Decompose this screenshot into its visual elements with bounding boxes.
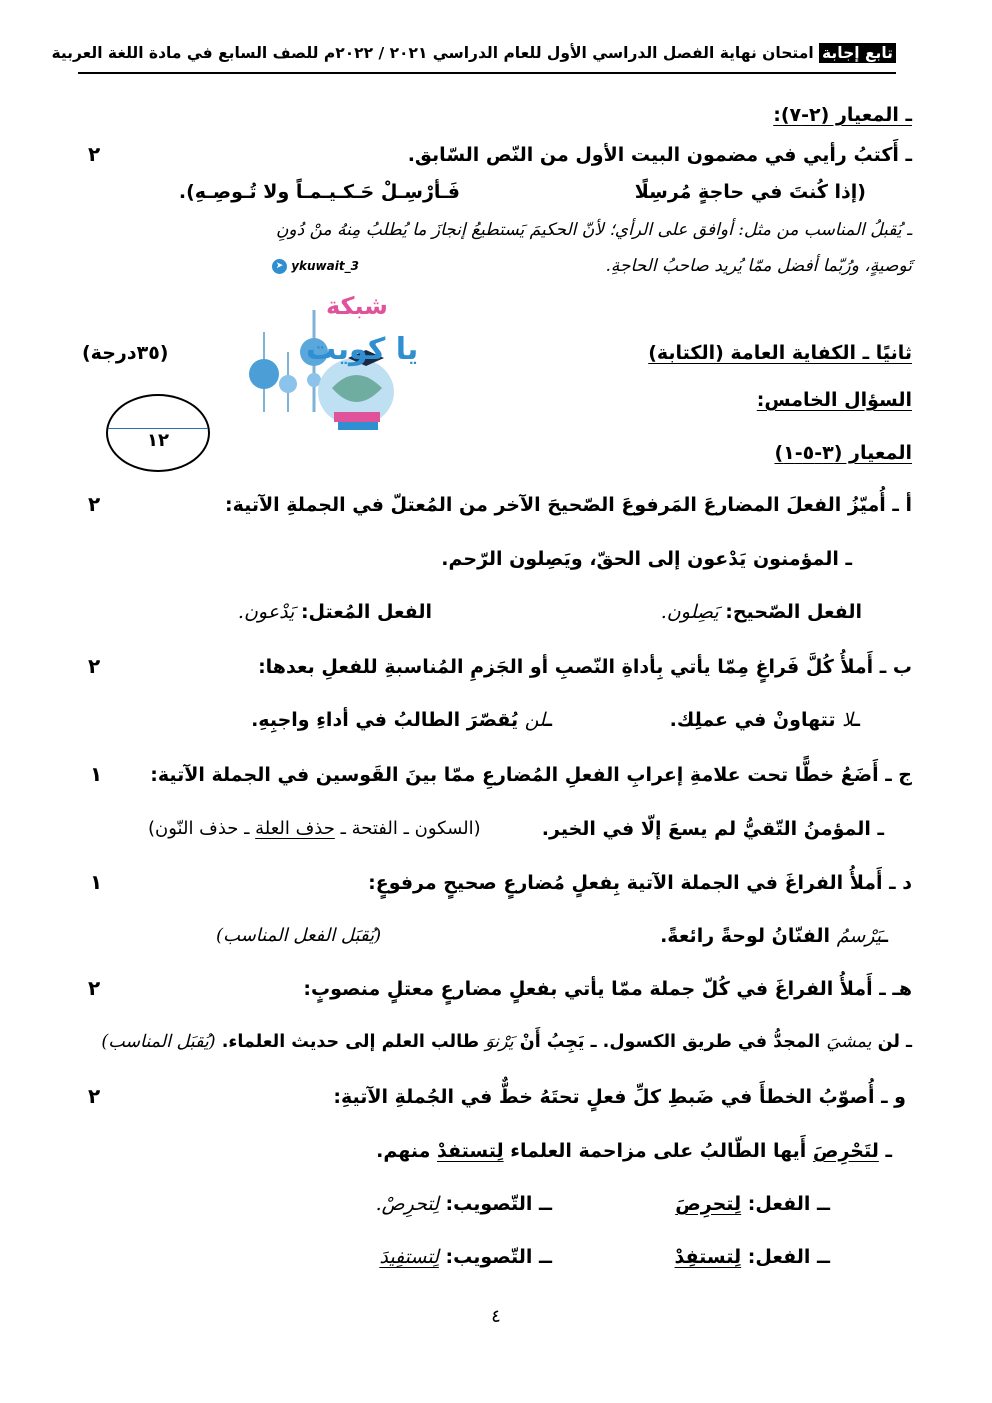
page-number: ٤ (491, 1306, 501, 1327)
option-hadhf-illa: حذف العلة (255, 818, 335, 839)
correction-row2-fix (379, 1246, 552, 1268)
item1-text: تتهاونْ في عملِك. (669, 709, 836, 731)
h-answer2: يَرْنوَ (485, 1032, 514, 1052)
telegram-icon: ➤ (272, 259, 287, 274)
row1-verb: لِتحرِصَ (675, 1193, 742, 1215)
row2-label: ــ الفعل: (747, 1246, 830, 1268)
option-fatha: الفتحة (351, 818, 398, 839)
h-note: (يُقبَل المناسب) (101, 1032, 216, 1052)
site-logo (244, 292, 419, 452)
row2-verb: لِتستفِدْ (674, 1246, 742, 1268)
question-d-sentence (660, 925, 888, 947)
mark-d: ١ (90, 870, 103, 894)
correction-row1-verb (675, 1193, 830, 1215)
logo-word-kuwait: يا كويت (306, 332, 419, 367)
question-a: أ ـ أُميّزُ الفعلَ المضارعَ المَرفوعَ الصّحيحَ الآخر من المُعتلّ في الجملةِ الآتية: (225, 494, 912, 516)
weak-verb-row (238, 601, 432, 623)
question-d: د ـ أَملأُ الفراغَ في الجملة الآتية بِفعلٍ مُضارعٍ صحيحٍ مرفوعٍ: (368, 872, 912, 894)
item1-dash: ـ (853, 709, 860, 731)
d-dash: ـ (881, 925, 888, 947)
question-w: و ـ أُصوّبُ الخطأَ في ضَبطِ كلِّ فعلٍ تحتَهُ خطٌّ في الجُملةِ الآتيةِ: (333, 1086, 906, 1108)
row1-label: ــ الفعل: (747, 1193, 830, 1215)
w-end: منهم. (376, 1140, 431, 1162)
correct-verb-answer: يَصِلون. (660, 601, 719, 623)
item2-dash: ـ (545, 709, 552, 731)
opinion-answer-line2: تَوصيةٍ، ورُبّما أفضل ممّا يُريد صاحبُ الحاجةِ. (605, 256, 912, 276)
w-verb1: لتَحْرِصَ (812, 1140, 879, 1162)
telegram-handle (272, 259, 359, 274)
criterion-label-2: المعيار (٣-٥-١) (774, 442, 912, 464)
question-five-title: السؤال الخامس: (756, 389, 912, 411)
w-middle: أَيها الطّالبُ على مزاحمة العلماء (510, 1140, 807, 1162)
score-circle (106, 394, 210, 472)
item1-answer: لا (842, 709, 854, 731)
question-b-item1 (670, 709, 860, 731)
opinion-question: ـ أَكتبُ رأيي في مضمون البيت الأول من النّص السّابق. (407, 144, 912, 166)
h-part3: طالب العلم إلى حديث العلماء. (221, 1032, 480, 1052)
opinion-answer-line1: ـ يُقبلُ المناسب من مثل: أوافق على الرأي؛ لأنّ الحكيمَ يَستطيعُ إنجازَ ما يُطلبُ مِنهُ منْ دُونِ (275, 220, 912, 240)
w-dash: ـ (885, 1140, 892, 1162)
mark-opinion: ٢ (88, 142, 101, 166)
header-badge: تابع إجابة (819, 43, 896, 63)
question-h-sentence (101, 1032, 912, 1052)
option-sukun: (السكون (414, 818, 481, 839)
d-rest: الفنّانُ لوحةً رائعةً. (660, 925, 831, 947)
correct-verb-label: الفعل الصّحيح: (725, 601, 862, 623)
mark-h: ٢ (88, 976, 101, 1000)
mark-a: ٢ (88, 492, 101, 516)
correction-row2-verb (675, 1246, 830, 1268)
h-part1: ـ لن (877, 1032, 912, 1052)
question-c-options: (السكون ـ الفتحة ـ حذف العلة ـ حذف النّون) (148, 818, 481, 839)
question-c: ج ـ أَضَعُ خطًّا تحت علامةِ إعرابِ الفعلِ المُضارعِ ممّا بينَ القَوسين في الجملة الآتية: (150, 764, 912, 786)
score-circle-value: ١٢ (147, 430, 169, 451)
verse-first-hemistich: (إذا كُنتَ في حاجةٍ مُرسِلًا (634, 181, 866, 203)
h-answer1: يمشيَ (826, 1032, 872, 1052)
question-w-sentence (376, 1140, 892, 1162)
mark-b: ٢ (88, 654, 101, 678)
criterion-label: ـ المعيار (٢-٧): (773, 104, 912, 126)
h-part2: المجدُّ في طريق الكسول. ـ يَجِبُ أَنْ (519, 1032, 821, 1052)
question-b: ب ـ أَملأُ كُلَّ فَراغٍ مِمّا يأتي بِأداةِ النّصبِ أو الجَزمِ المُناسبةِ للفعلِ بعدها: (258, 656, 912, 678)
score-circle-divider (108, 428, 208, 429)
d-answer: يَرْسمُ (836, 925, 882, 947)
row2-fix-label: ــ التّصويب: (445, 1246, 552, 1268)
page-header (51, 44, 896, 70)
section-title: ثانيًا ـ الكفاية العامة (الكتابة) (648, 342, 912, 364)
w-verb2: لِتستفدْ (436, 1140, 504, 1162)
question-h: هـ ـ أَملأُ الفراغَ في كُلّ جملة ممّا يأتي بفعلٍ مضارعٍ معتلٍ منصوبٍ: (303, 978, 912, 1000)
question-d-note: (يُقبَل الفعل المناسب) (216, 925, 382, 946)
row2-fix: لِتستفِيدَ (379, 1246, 439, 1268)
row1-fix: لِتحرِصْ. (375, 1193, 439, 1215)
telegram-handle-text: ykuwait_3 (291, 259, 359, 273)
mark-w: ٢ (88, 1084, 101, 1108)
row1-fix-label: ــ التّصويب: (445, 1193, 552, 1215)
verse-second-hemistich: فَـأرْسِـلْ حَـكـيـمـاً ولا تُـوصِـهِ). (178, 181, 460, 203)
option-hadhf-nun: حذف النّون) (148, 818, 239, 839)
mark-c: ١ (90, 762, 103, 786)
item2-answer: لن (524, 709, 546, 731)
question-b-item2 (251, 709, 552, 731)
header-title: امتحان نهاية الفصل الدراسي الأول للعام الدراسي ٢٠٢١ / ٢٠٢٢م للصف السابع في مادة اللغة العربية (51, 44, 820, 62)
correct-verb-row (661, 601, 862, 623)
weak-verb-answer: يَدْعون. (237, 601, 295, 623)
item2-text: يُقصّرَ الطالبُ في أداءِ واجبِهِ. (251, 709, 519, 731)
weak-verb-label: الفعل المُعتل: (300, 601, 432, 623)
section-marks: (٣٥درجة) (82, 342, 169, 364)
header-rule (78, 72, 896, 74)
logo-word-network: شبكة (326, 292, 388, 320)
question-a-sentence: ـ المؤمنون يَدْعون إلى الحقّ، ويَصِلون الرّحم. (441, 548, 852, 570)
question-c-sentence: ـ المؤمنُ التّقيُّ لم يسعَ إلّا في الخير. (541, 818, 884, 840)
correction-row1-fix (376, 1193, 552, 1215)
